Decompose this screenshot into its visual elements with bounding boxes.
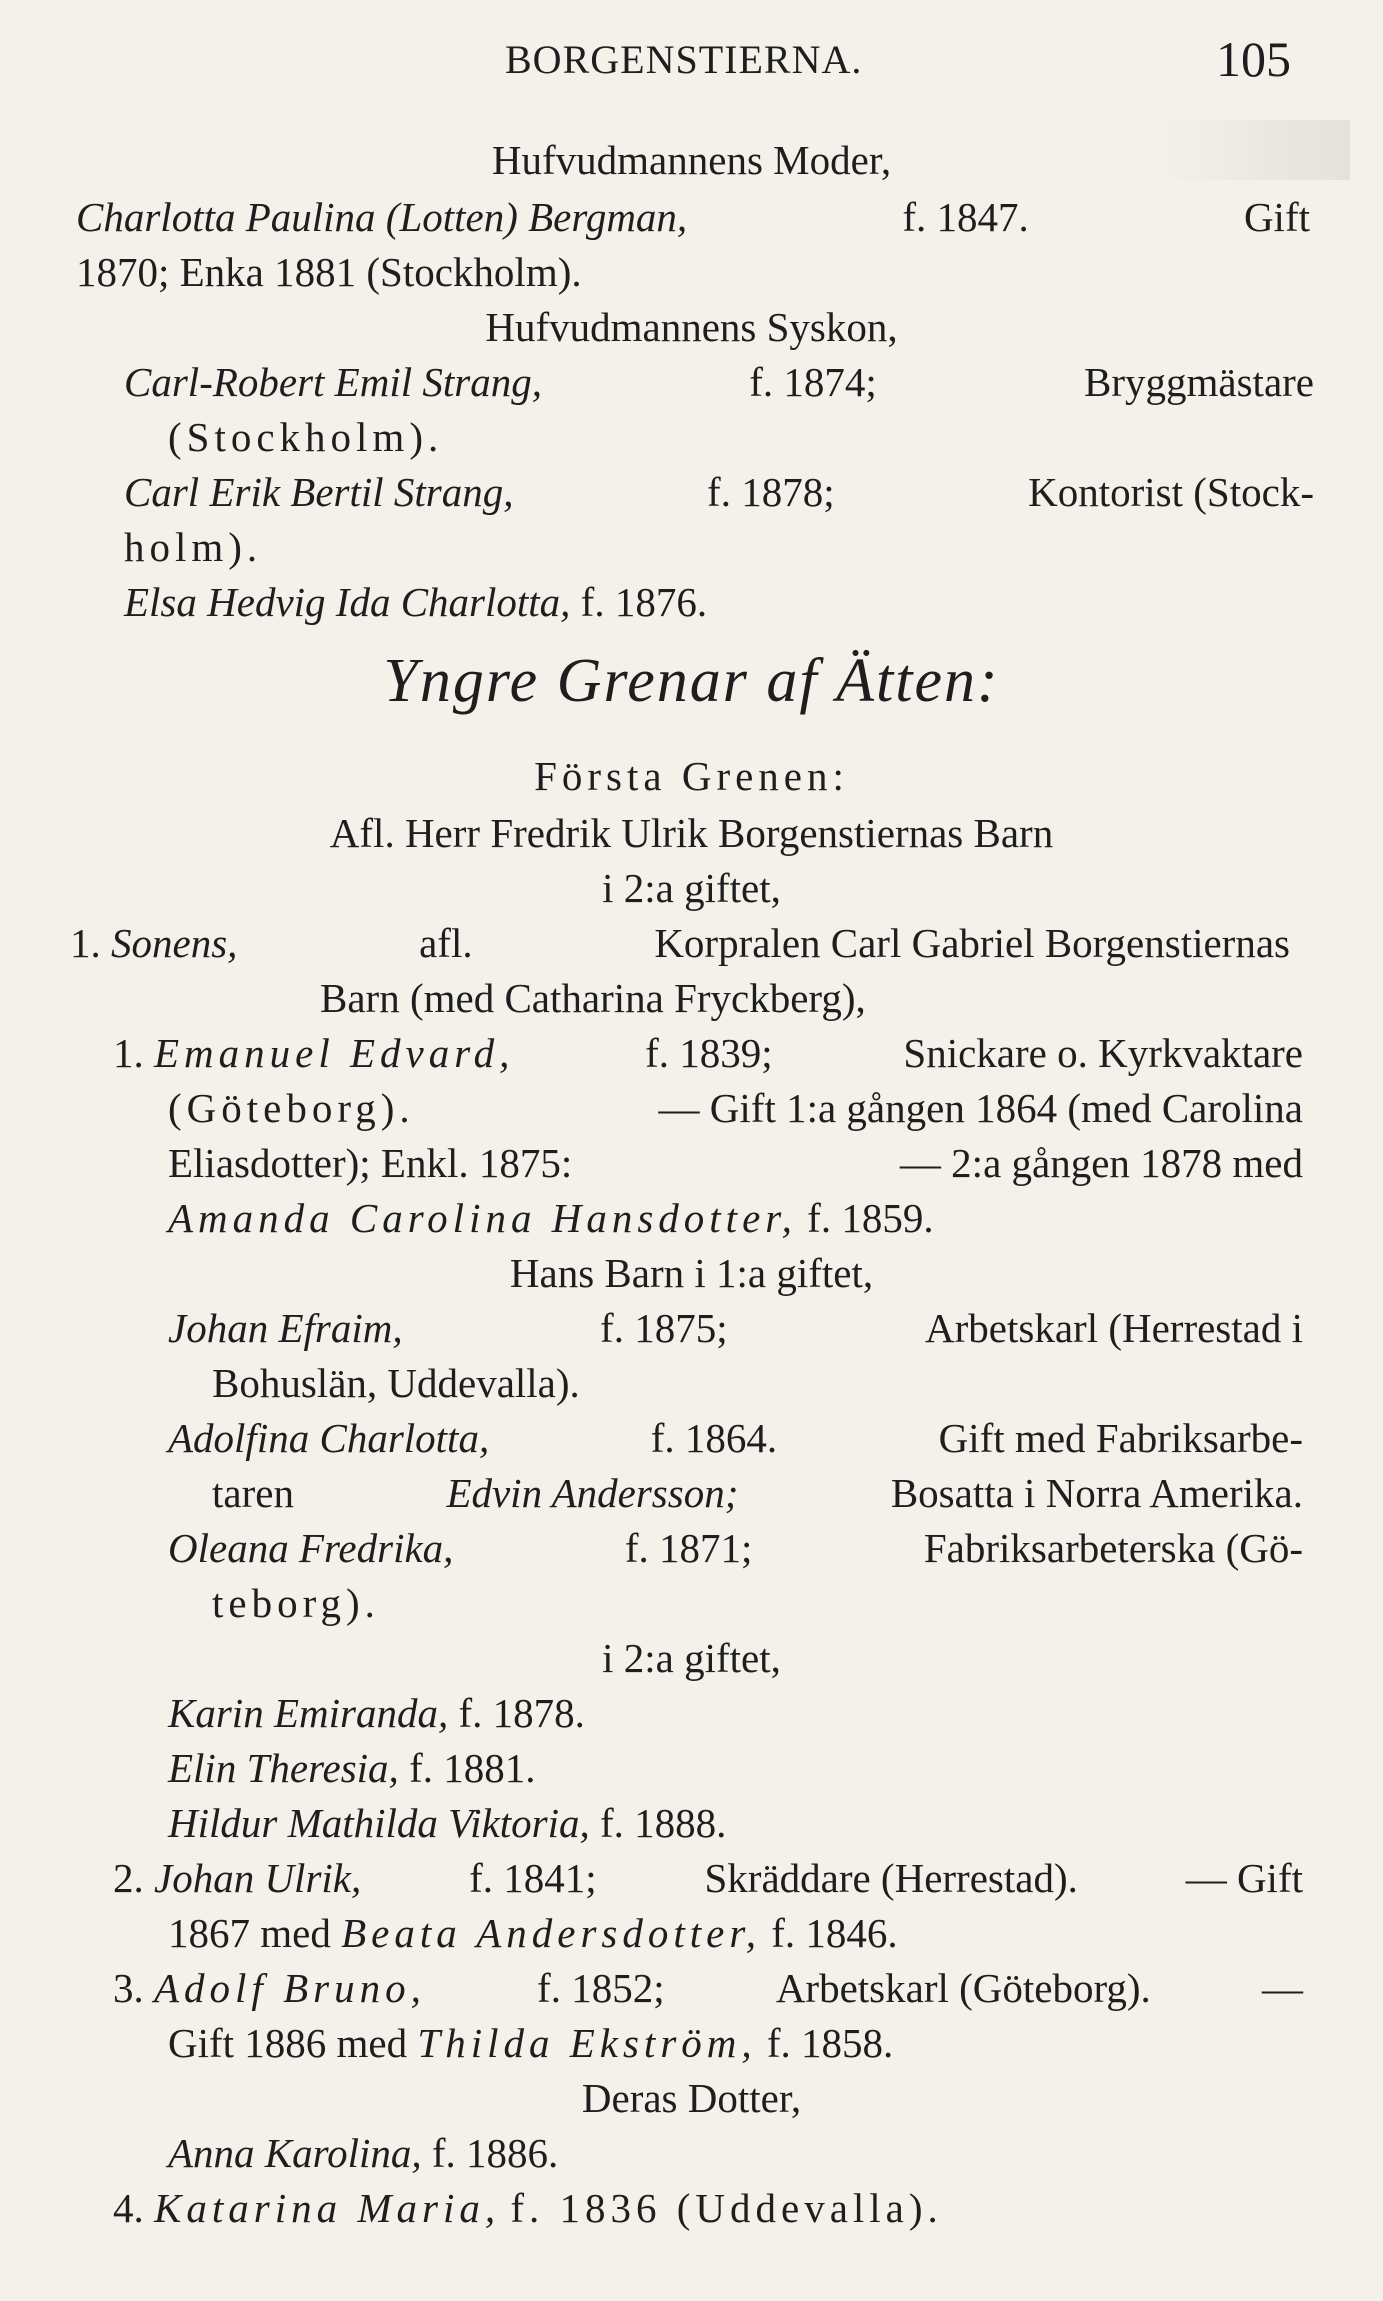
- section-label-children: Hans Barn i 1:a giftet,: [509, 1250, 874, 1296]
- birth-year: f. 1876.: [580, 579, 708, 625]
- birth-year: f. 1871;: [624, 1525, 753, 1571]
- person-name: Charlotta Paulina (Lotten) Bergman,: [76, 194, 688, 240]
- person-name: Elin Theresia,: [168, 1745, 399, 1791]
- person-name: Katarina Maria,: [154, 2185, 501, 2231]
- section-label-siblings: Hufvudmannens Syskon,: [485, 304, 898, 350]
- entry-line: [168, 1412, 1303, 1464]
- entry-text: Eliasdotter); Enkl. 1875:: [168, 1140, 573, 1186]
- person-name: Johan Efraim,: [168, 1305, 403, 1351]
- birth-year: f. 1836 (Uddevalla).: [510, 2185, 943, 2231]
- person-name: Carl Erik Bertil Strang,: [124, 469, 514, 515]
- person-name: Edvin Andersson;: [446, 1470, 739, 1516]
- birth-year: f. 1846.: [771, 1910, 898, 1956]
- person-name: Amanda Carolina Hansdotter,: [168, 1195, 797, 1241]
- entry-text: Gift 1886 med: [168, 2020, 408, 2066]
- entry-line: [124, 356, 1314, 408]
- birth-year: f. 1878.: [458, 1690, 585, 1736]
- entry-line: [168, 1522, 1303, 1574]
- entry-line: [168, 1797, 726, 1849]
- entry-line: [168, 1907, 898, 1959]
- entry-text: — 2:a gången 1878 med: [899, 1140, 1303, 1186]
- entry-line: [168, 1082, 1303, 1134]
- birth-year: f. 1875;: [600, 1305, 728, 1351]
- person-name: Hildur Mathilda Viktoria,: [168, 1800, 590, 1846]
- entry-number: 1.: [113, 1030, 144, 1076]
- entry-line: [168, 1192, 934, 1244]
- branch-subtitle: Afl. Herr Fredrik Ulrik Borgenstiernas Barn: [329, 810, 1054, 856]
- birth-year: f. 1881.: [409, 1745, 536, 1791]
- entry-line: [113, 1962, 1303, 2014]
- person-name: Anna Karolina,: [168, 2130, 422, 2176]
- entry-text: —: [1262, 1965, 1303, 2011]
- entry-line: [70, 917, 1290, 969]
- person-name: Thilda Ekström,: [417, 2020, 757, 2066]
- entry-line: [76, 191, 1310, 243]
- entry-number: 2.: [113, 1855, 144, 1901]
- person-name: Beata Andersdotter,: [341, 1910, 762, 1956]
- entry-number: 1.: [70, 920, 101, 966]
- occupation: Snickare o. Kyrkvaktare: [903, 1030, 1303, 1076]
- entry-label: Sonens,: [111, 920, 238, 966]
- entry-text: — Gift: [1185, 1855, 1303, 1901]
- entry-line: [168, 2017, 893, 2069]
- birth-year: f. 1874;: [749, 359, 877, 405]
- entry-text: Bosatta i Norra Amerika.: [890, 1470, 1303, 1516]
- entry-line: [124, 576, 707, 628]
- section-label-mother: Hufvudmannens Moder,: [491, 137, 892, 183]
- person-name: Carl-Robert Emil Strang,: [124, 359, 542, 405]
- birth-year: f. 1847.: [902, 194, 1029, 240]
- entry-number: 4.: [113, 2185, 144, 2231]
- person-name: Elsa Hedvig Ida Charlotta,: [124, 579, 571, 625]
- entry-text: — Gift 1:a gången 1864 (med Carolina: [658, 1085, 1303, 1131]
- entry-line: Bohuslän, Uddevalla).: [212, 1360, 580, 1406]
- section-heading: Yngre Grenar af Ätten:: [383, 647, 1000, 715]
- entry-line: teborg).: [212, 1580, 380, 1626]
- birth-year: f. 1841;: [469, 1855, 597, 1901]
- person-name: Johan Ulrik,: [154, 1855, 362, 1901]
- occupation: Arbetskarl (Herrestad i: [925, 1305, 1303, 1351]
- entry-line: [168, 2127, 558, 2179]
- branch-title: Första Grenen:: [534, 753, 849, 799]
- person-name: Emanuel Edvard,: [154, 1030, 515, 1076]
- entry-line: [113, 2182, 943, 2234]
- person-name: Adolfina Charlotta,: [168, 1415, 490, 1461]
- entry-text: Gift med Fabriksarbe-: [938, 1415, 1303, 1461]
- section-label-daughter: Deras Dotter,: [581, 2075, 802, 2121]
- occupation: Fabriksarbeterska (Gö-: [923, 1525, 1303, 1571]
- birth-year: f. 1839;: [645, 1030, 773, 1076]
- page-number: 105: [1216, 31, 1291, 87]
- entry-line: holm).: [124, 524, 263, 570]
- birth-year: f. 1878;: [707, 469, 835, 515]
- birth-year: f. 1864.: [650, 1415, 778, 1461]
- person-name: Adolf Bruno,: [154, 1965, 426, 2011]
- entry-line: [113, 1852, 1303, 1904]
- entry-line: [168, 1137, 1303, 1189]
- entry-text: 1867 med: [168, 1910, 331, 1956]
- occupation: Arbetskarl (Göteborg).: [775, 1965, 1151, 2011]
- entry-text: Gift: [1243, 194, 1310, 240]
- running-header: BORGENSTIERNA.: [505, 37, 863, 82]
- entry-line: Barn (med Catharina Fryckberg),: [320, 975, 866, 1021]
- place: (Göteborg).: [168, 1085, 415, 1131]
- section-label-children: i 2:a giftet,: [602, 1635, 781, 1681]
- entry-line: [168, 1302, 1303, 1354]
- occupation: Skräddare (Herrestad).: [704, 1855, 1078, 1901]
- birth-year: f. 1886.: [431, 2130, 559, 2176]
- entry-line: [113, 1027, 1303, 1079]
- occupation: Kontorist (Stock-: [1028, 469, 1314, 515]
- birth-year: f. 1858.: [766, 2020, 894, 2066]
- entry-line: [124, 466, 1314, 518]
- entry-line: [168, 1742, 535, 1794]
- person-name: Karin Emiranda,: [168, 1690, 449, 1736]
- entry-line: (Stockholm).: [168, 414, 444, 460]
- entry-text: afl.: [419, 920, 473, 966]
- branch-subtitle: i 2:a giftet,: [602, 865, 781, 911]
- person-name: Oleana Fredrika,: [168, 1525, 454, 1571]
- occupation: Bryggmästare: [1084, 359, 1314, 405]
- entry-line: [212, 1467, 1303, 1519]
- birth-year: f. 1888.: [600, 1800, 727, 1846]
- birth-year: f. 1859.: [807, 1195, 934, 1241]
- birth-year: f. 1852;: [537, 1965, 665, 2011]
- entry-line: 1870; Enka 1881 (Stockholm).: [76, 249, 582, 295]
- entry-text: Korpralen Carl Gabriel Borgenstiernas: [654, 920, 1290, 966]
- entry-line: [168, 1687, 585, 1739]
- entry-number: 3.: [113, 1965, 144, 2011]
- entry-text: taren: [212, 1470, 294, 1516]
